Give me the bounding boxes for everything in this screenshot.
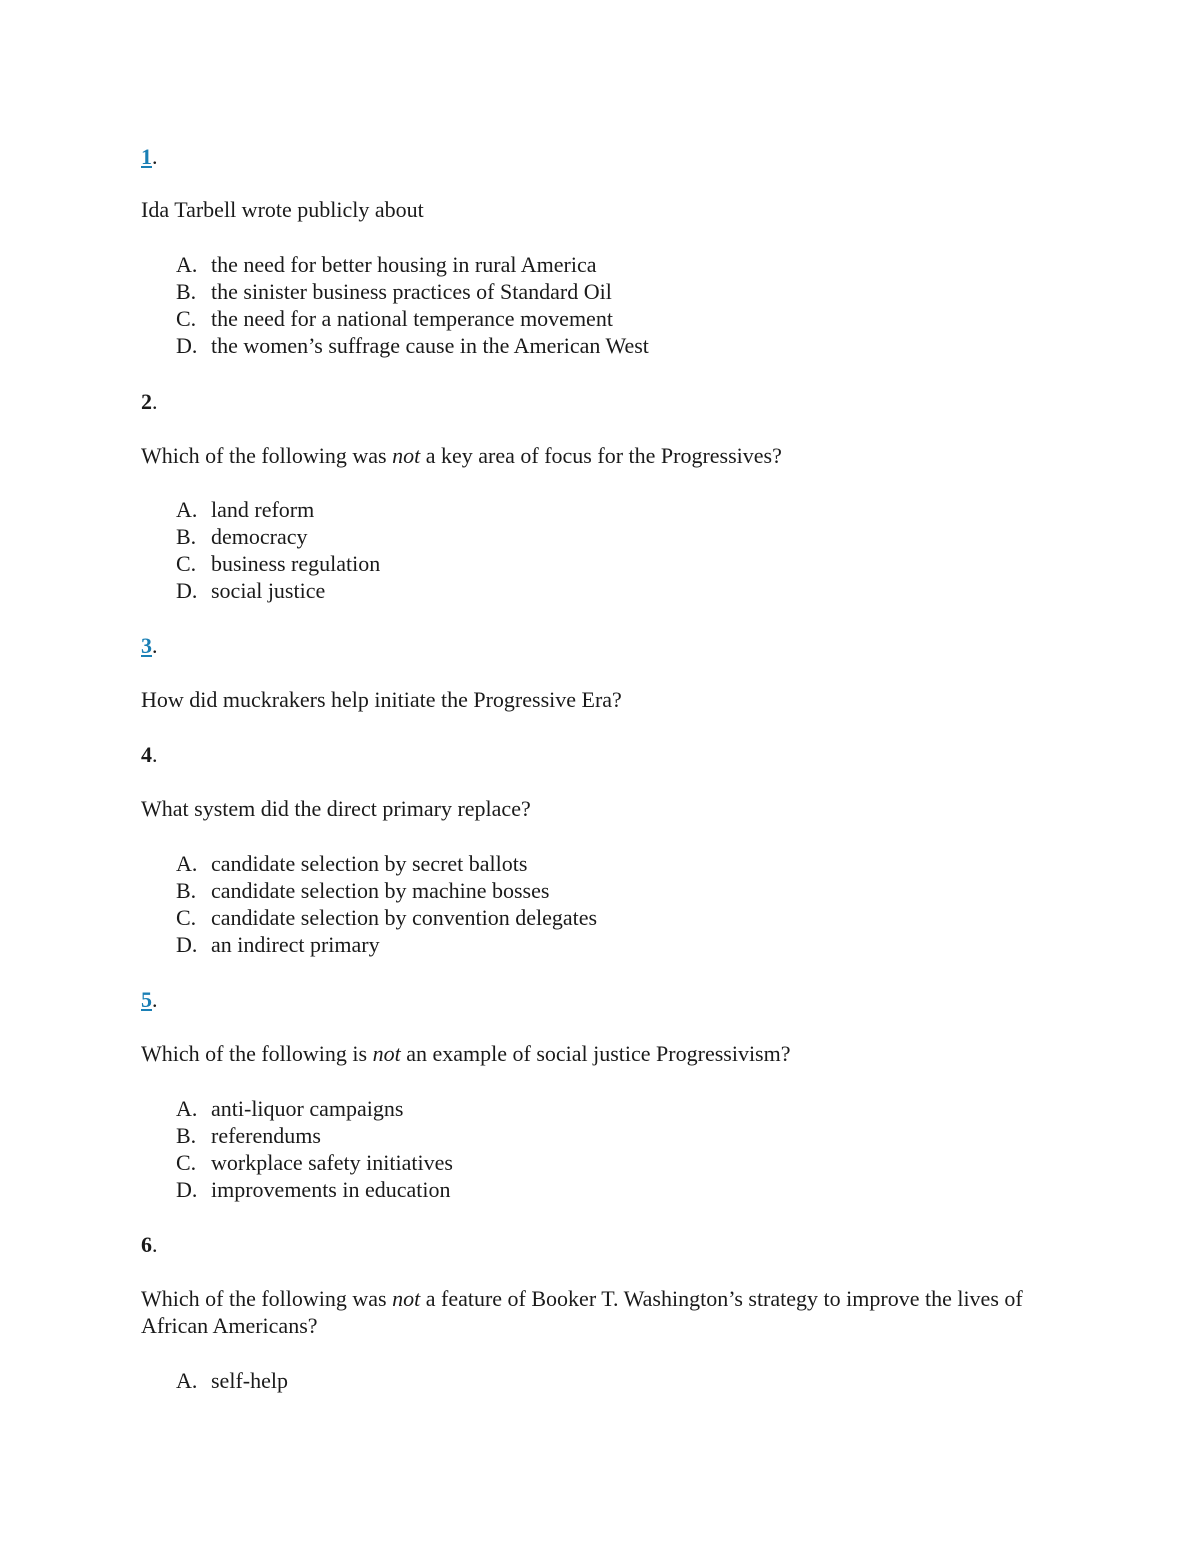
question-1 <box>141 143 1081 359</box>
answer-option: B. referendums <box>176 1123 321 1148</box>
answer-option: A. candidate selection by secret ballots <box>176 851 528 876</box>
question-stem: How did muckrakers help initiate the Progressive Era? <box>141 687 622 712</box>
answer-option: A. the need for better housing in rural America <box>176 252 597 277</box>
question-number: 1. <box>141 144 158 169</box>
question-4 <box>141 741 1081 958</box>
question-number-link[interactable]: 5 <box>141 987 152 1012</box>
answer-option: B. candidate selection by machine bosses <box>176 878 550 903</box>
answer-options <box>141 1367 1081 1394</box>
answer-option: C. candidate selection by convention delegates <box>176 905 598 930</box>
question-stem: Ida Tarbell wrote publicly about <box>141 197 424 222</box>
answer-option: A. self-help <box>176 1368 288 1393</box>
answer-options <box>141 496 1081 604</box>
answer-option: C. business regulation <box>176 551 381 576</box>
answer-option: C. the need for a national temperance movement <box>176 306 613 331</box>
answer-option: D. improvements in education <box>176 1177 451 1202</box>
question-number: 3. <box>141 633 158 658</box>
answer-options <box>141 1095 1081 1203</box>
answer-option: D. an indirect primary <box>176 932 380 957</box>
question-number: 4. <box>141 742 158 767</box>
answer-options <box>141 850 1081 958</box>
question-number: 6. <box>141 1232 158 1257</box>
question-stem: Which of the following was not a key area of focus for the Progressives? <box>141 443 782 468</box>
answer-option: A. anti-liquor campaigns <box>176 1096 404 1121</box>
answer-option: B. the sinister business practices of Standard Oil <box>176 279 612 304</box>
question-number: 2. <box>141 389 158 414</box>
answer-options <box>141 251 1081 359</box>
answer-option: A. land reform <box>176 497 315 522</box>
question-2 <box>141 388 1081 604</box>
question-stem: Which of the following is not an example of social justice Progressivism? <box>141 1041 791 1066</box>
answer-option: B. democracy <box>176 524 308 549</box>
question-number: 5. <box>141 987 158 1012</box>
question-5 <box>141 986 1081 1203</box>
question-6 <box>141 1231 1081 1394</box>
question-number-link[interactable]: 1 <box>141 144 152 169</box>
question-stem: Which of the following was not a feature of Booker T. Washington’s strategy to improve the lives of African Americans? <box>141 1286 1023 1338</box>
question-number-link[interactable]: 3 <box>141 633 152 658</box>
answer-option: D. social justice <box>176 578 326 603</box>
answer-option: C. workplace safety initiatives <box>176 1150 453 1175</box>
answer-option: D. the women’s suffrage cause in the American West <box>176 333 649 358</box>
question-3 <box>141 632 1081 713</box>
question-stem: What system did the direct primary replace? <box>141 796 531 821</box>
